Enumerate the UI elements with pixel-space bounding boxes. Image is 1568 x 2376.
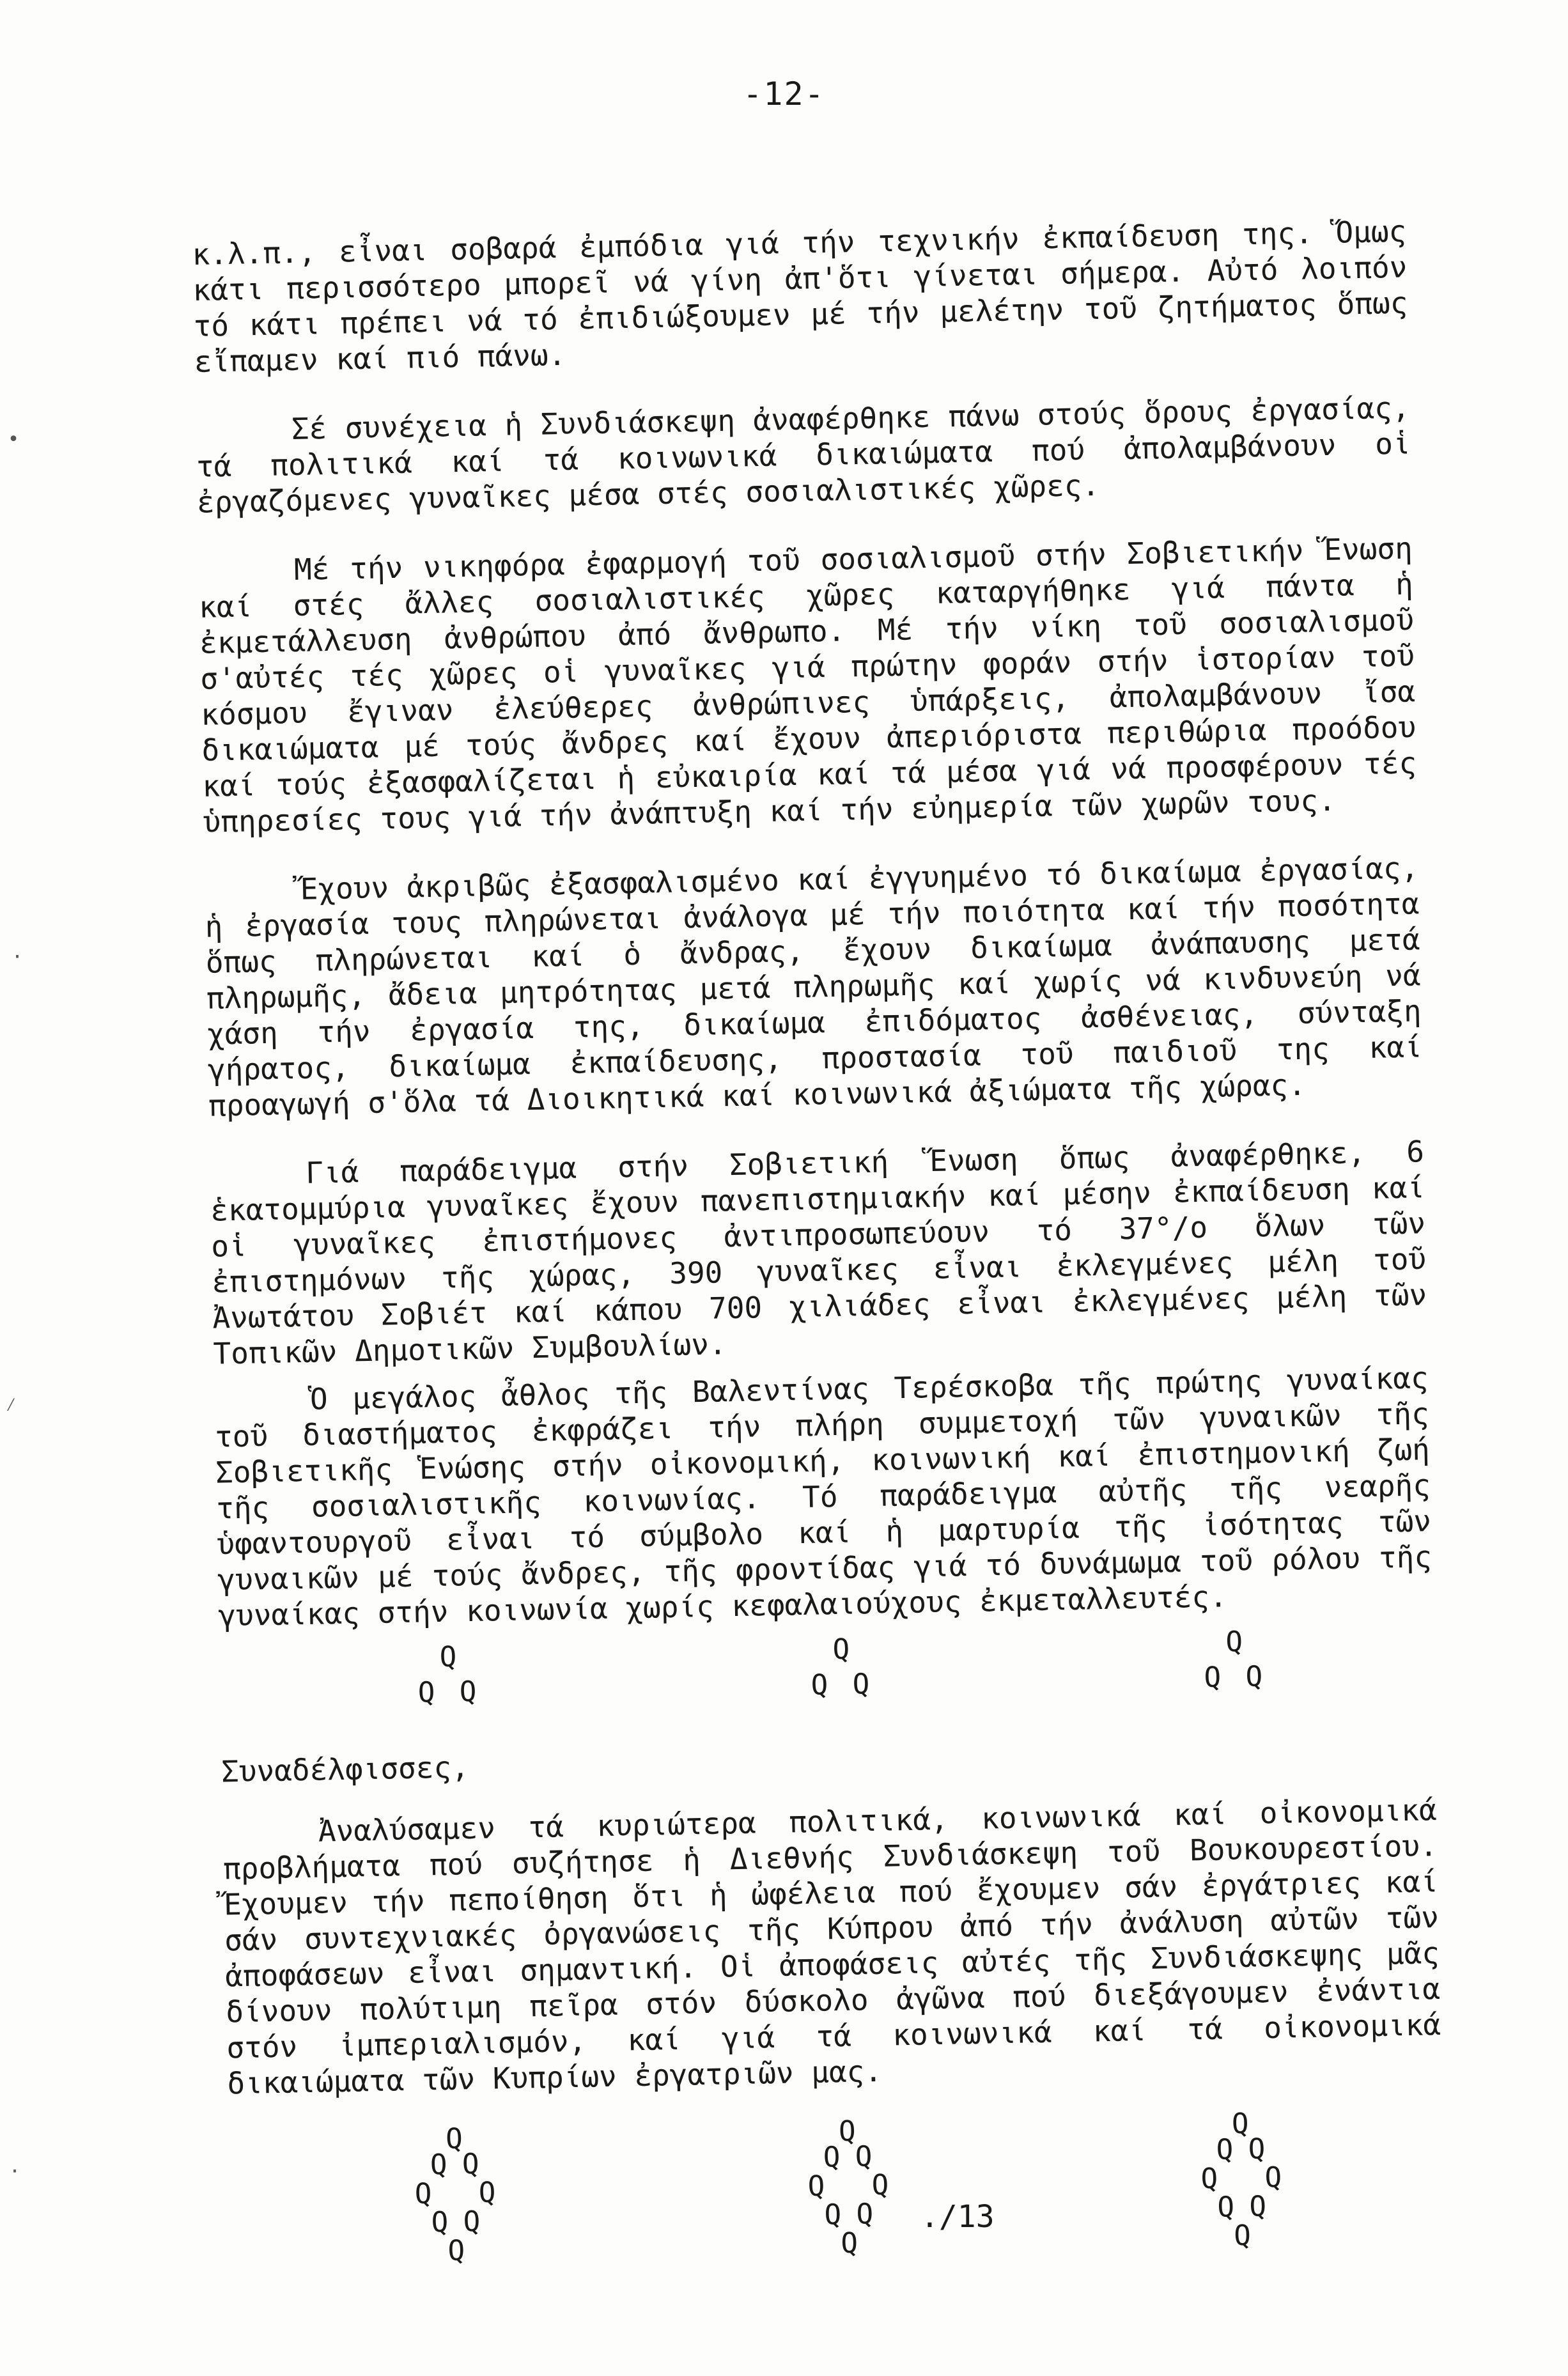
ornament-glyph: Q (807, 2170, 825, 2203)
ornament-glyph: Q (824, 2198, 842, 2232)
diamond-ornament (407, 2122, 506, 2283)
diamond-ornament (800, 2114, 899, 2276)
triangle-ornament (803, 1633, 881, 1704)
scan-speck: · (9, 2161, 21, 2183)
ornament-glyph: Q (871, 2168, 889, 2202)
ornament-glyph: Q (478, 2176, 496, 2209)
ornament-glyph: Q (439, 1640, 457, 1673)
page-number: -12- (743, 75, 825, 113)
ornament-glyph: Q (856, 2198, 874, 2231)
body-text (192, 214, 1445, 2287)
scan-speck: • (8, 428, 20, 451)
ornament-glyph: Q (1204, 1661, 1222, 1695)
ornament-glyph: Q (855, 2140, 873, 2173)
paragraph-1: κ.λ.π., εἶναι σοβαρά ἐμπόδια γιά τήν τεχνικήν ἐκπαίδευση της. Ὅμως κάτι περισσότερο μπορεῖ νά γίνη ἀπ'ὅτι γίνεται σήμερα. Αὐτό λοιπόν τό κάτι πρέπει νά τό ἐπιδιώξουμεν μέ τήν μελέτην τοῦ ζητήματος ὅπως εἴπαμεν καί πιό πάνω. (192, 214, 1408, 379)
ornament-glyph: Q (1248, 2190, 1267, 2223)
paragraph-4: Ἔχουν ἀκριβῶς ἐξασφαλισμένο καί ἐγγυημένο τό δικαίωμα ἐργασίας, ἡ ἐργασία τους πληρώνεται ἀνάλογα μέ τήν ποιότητα καί τήν ποσότητα ὅπως πληρώνεται καί ὁ ἄνδρας, ἔχουν δικαίωμα ἀνάπαυσης μετά πληρωμῆς, ἄδεια μητρότητας μετά πληρωμῆς καί χωρίς νά κινδυνεύη νά χάση τήν ἐργασία της, δικαίωμα ἐπιδόματος ἀσθένειας, σύνταξη γήρατος, δικαίωμα ἐκπαίδευσης, προστασία τοῦ παιδιοῦ της καί προαγωγή σ'ὅλα τά Διοικητικά καί κοινωνικά ἀξιώματα τῆς χώρας. (205, 850, 1423, 1123)
ornament-glyph: Q (840, 2226, 858, 2260)
scan-speck: · (12, 946, 24, 968)
ornament-glyph: Q (447, 2234, 465, 2267)
ornament-glyph: Q (1248, 2132, 1266, 2166)
ornament-glyph: Q (417, 1676, 435, 1709)
ornament-glyph: Q (1216, 2191, 1235, 2224)
ornament-glyph: Q (823, 2141, 841, 2174)
ornament-row-diamonds (228, 2104, 1445, 2287)
paragraph-2: Σέ συνέχεια ἡ Συνδιάσκεψη ἀναφέρθηκε πάνω στούς ὅρους ἐργασίας, τά πολιτικά καί τά κοινωνικά δικαιώματα πού ἀπολαμβάνουν οἱ ἐργαζόμενες γυναῖκες μέσα στές σοσιαλιστικές χῶρες. (196, 390, 1411, 520)
ornament-glyph: Q (431, 2205, 449, 2239)
ornament-glyph: Q (1231, 2107, 1249, 2141)
ornament-glyph: Q (463, 2205, 481, 2239)
paragraph-3: Μέ τήν νικηφόρα ἐφαρμογή τοῦ σοσιαλισμοῦ στήν Σοβιετικήν Ἕνωση καί στές ἄλλες σοσιαλιστικές χῶρες καταργήθηκε γιά πάντα ἡ ἐκμετάλλευση ἀνθρώπου ἀπό ἄνθρωπο. Μέ τήν νίκη τοῦ σοσιαλισμοῦ σ'αὐτές τές χῶρες οἱ γυναῖκες γιά πρώτην φοράν στήν ἱστορίαν τοῦ κόσμου ἔγιναν ἐλεύθερες ἀνθρώπινες ὑπάρξεις, ἀπολαμβάνουν ἴσα δικαιώματα μέ τούς ἄνδρες καί ἔχουν ἀπεριόριστα περιθώρια προόδου καί τούς ἐξασφαλίζεται ἡ εὐκαιρία καί τά μέσα γιά νά προσφέρουν τές ὑπηρεσίες τους γιά τήν ἀνάπτυξη καί τήν εὐημερία τῶν χωρῶν τους. (198, 531, 1417, 839)
ornament-glyph: Q (1233, 2219, 1252, 2253)
triangle-ornament (1197, 1625, 1275, 1697)
paragraph-6: Ὁ μεγάλος ἆθλος τῆς Βαλεντίνας Τερέσκοβα τῆς πρώτης γυναίκας τοῦ διαστήματος ἐκφράζει τήν πλήρη συμμετοχή τῶν γυναικῶν τῆς Σοβιετικῆς Ἑνώσης στήν οἰκονομική, κοινωνική καί ἐπιστημονική ζωή τῆς σοσιαλιστικῆς κοινωνίας. Τό παράδειγμα αὐτῆς τῆς νεαρῆς ὑφαντουργοῦ εἶναι τό σύμβολο καί ἡ μαρτυρία τῆς ἰσότητας τῶν γυναικῶν μέ τούς ἄνδρες, τῆς φροντίδας γιά τό δυνάμωμα τοῦ ρόλου τῆς γυναίκας στήν κοινωνία χωρίς κεφαλαιούχους ἐκμεταλλευτές. (214, 1360, 1432, 1633)
diamond-ornament (1193, 2107, 1292, 2269)
ornament-glyph: Q (1225, 1625, 1243, 1659)
ornament-glyph: Q (1200, 2162, 1218, 2196)
ornament-glyph: Q (430, 2148, 447, 2182)
ornament-glyph: Q (462, 2147, 479, 2181)
triangle-ornament (410, 1640, 488, 1712)
paragraph-5: Γιά παράδειγμα στήν Σοβιετική Ἕνωση ὅπως ἀναφέρθηκε, 6 ἑκατομμύρια γυναῖκες ἔχουν πανεπιστημιακήν καί μέσην ἐκπαίδευση καί οἱ γυναῖκες ἐπιστήμονες ἀντιπροσωπεύουν τό 37°/ο ὅλων τῶν ἐπιστημόνων τῆς χώρας, 390 γυναῖκες εἶναι ἐκλεγμένες μέλη τοῦ Ἀνωτάτου Σοβιέτ καί κάπου 700 χιλιάδες εἶναι ἐκλεγμένες μέλη τῶν Τοπικῶν Δημοτικῶν Συμβουλίων. (210, 1134, 1427, 1371)
ornament-glyph: Q (1264, 2161, 1282, 2194)
salutation: Συναδέλφισσες, (221, 1750, 470, 1789)
ornament-glyph: Q (838, 2115, 857, 2148)
ornament-glyph: Q (459, 1675, 477, 1709)
scan-speck: ⁄ (5, 1394, 17, 1416)
ornament-glyph: Q (811, 1668, 828, 1702)
closing-paragraph: Ἀναλύσαμεν τά κυριώτερα πολιτικά, κοινωνικά καί οἰκονομικά προβλήματα πού συζήτησε ἡ Διεθνής Συνδιάσκεψη τοῦ Βουκουρεστίου. Ἔχουμεν τήν πεποίθηση ὅτι ἡ ὠφέλεια πού ἔχουμεν σάν ἐργάτριες καί σάν συντεχνιακές ὀργανώσεις τῆς Κύπρου ἀπό τήν ἀνάλυση αὐτῶν τῶν ἀποφάσεων εἶναι σημαντική. Οἱ ἀποφάσεις αὐτές τῆς Συνδιάσκεψης μᾶς δίνουν πολύτιμη πεῖρα στόν δύσκολο ἀγῶνα πού διεξάγουμεν ἐνάντια στόν ἰμπεριαλισμόν, καί γιά τά κοινωνικά καί τά οἰκονομικά δικαιώματα τῶν Κυπρίων ἐργατριῶν μας. (222, 1792, 1441, 2101)
ornament-row-triangles (219, 1622, 1434, 1715)
ornament-glyph: Q (832, 1633, 850, 1666)
ornament-glyph: Q (414, 2177, 432, 2210)
ornament-glyph: Q (1216, 2133, 1234, 2166)
ornament-glyph: Q (1245, 1660, 1263, 1693)
ornament-glyph: Q (852, 1668, 870, 1701)
ornament-glyph: Q (445, 2122, 463, 2155)
continuation-mark: ./13 (920, 2199, 995, 2235)
